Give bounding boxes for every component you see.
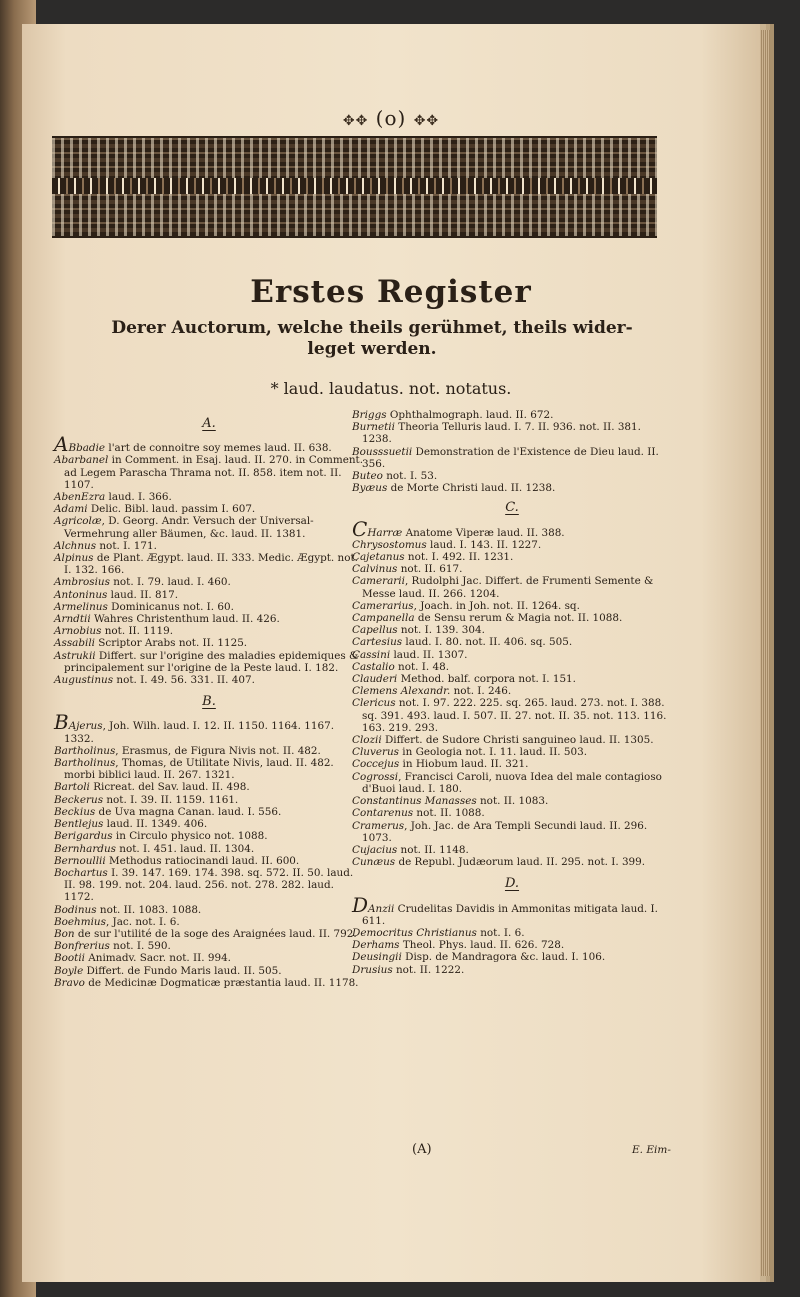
page-edges xyxy=(760,30,770,1276)
decorative-ornament-band xyxy=(52,136,657,238)
index-entry xyxy=(54,576,364,588)
author-name: Armelinus xyxy=(54,600,108,613)
author-name: Chrysostomus xyxy=(352,538,427,551)
entry-reference: not. I. 49. 56. 331. II. 407. xyxy=(113,674,255,687)
index-entry xyxy=(352,563,672,575)
author-name: Derhams xyxy=(352,939,400,952)
index-entry xyxy=(54,515,364,539)
entry-reference: , Thomas, de Utilitate Nivis, laud. II. 482. morbi biblici laud. II. 267. 1321. xyxy=(64,757,334,782)
index-entry xyxy=(54,818,364,830)
page-number: (o) xyxy=(375,106,407,130)
index-entry xyxy=(352,649,672,661)
book-page xyxy=(22,24,760,1282)
author-name: Democritus Christianus xyxy=(352,926,477,939)
entry-reference: , Erasmus, de Figura Nivis not. II. 482. xyxy=(115,744,321,757)
index-entry xyxy=(352,446,672,470)
author-name: Bon xyxy=(54,927,75,940)
entry-reference: de Medicinæ Dogmaticæ præstantia laud. II. 1178. xyxy=(84,976,359,989)
index-entry xyxy=(54,916,364,928)
section-heading-b: B. xyxy=(202,694,216,710)
entry-reference: de Uva magna Canan. laud. I. 556. xyxy=(95,805,282,818)
index-entry xyxy=(352,939,672,951)
index-entry xyxy=(54,781,364,793)
register-subtitle: Derer Auctorum, welche theils gerühmet, theils wider-leget werden. xyxy=(111,318,633,359)
author-name: Capellus xyxy=(352,624,398,637)
entry-reference: not. II. 1148. xyxy=(397,843,469,856)
index-entry xyxy=(352,807,672,819)
index-entry xyxy=(54,589,364,601)
index-entry xyxy=(352,951,672,963)
entry-reference: not. I. 590. xyxy=(109,940,171,953)
author-name: Assabili xyxy=(54,637,95,650)
entry-reference: not. I. 79. laud. I. 460. xyxy=(109,576,231,589)
index-entry xyxy=(352,575,672,599)
author-name: Agricolæ xyxy=(54,515,102,528)
entry-reference: Animadv. Sacr. not. II. 994. xyxy=(84,952,231,965)
author-name: Alchnus xyxy=(54,539,97,552)
index-entry xyxy=(352,551,672,563)
index-entry xyxy=(352,612,672,624)
index-entry xyxy=(54,491,364,503)
author-name: Burnetii xyxy=(352,421,395,434)
entry-reference: Ricreat. del Sav. laud. II. 498. xyxy=(89,781,250,794)
index-entry xyxy=(352,661,672,673)
author-name: Beckius xyxy=(54,805,96,818)
index-entry xyxy=(54,855,364,867)
entry-reference: Scriptor Arabs not. II. 1125. xyxy=(94,637,248,650)
author-name: Arnobius xyxy=(54,625,102,638)
entry-reference: de Plant. Ægypt. laud. II. 333. Medic. Ægypt. not. I. 132. 166. xyxy=(64,552,358,577)
index-entry xyxy=(54,625,364,637)
entry-reference: Wahres Christenthum laud. II. 426. xyxy=(90,613,280,626)
author-name: BAjerus xyxy=(54,710,103,735)
author-name: Byæus xyxy=(352,482,388,495)
author-name: Arndtii xyxy=(54,613,91,626)
entry-reference: de sur l'utilité de la soge des Araignées laud. II. 792. xyxy=(74,927,357,940)
entry-reference: , D. Georg. Andr. Versuch der Universal-Vermehrung aller Bäumen, &c. laud. II. 1381. xyxy=(64,515,314,540)
index-entry xyxy=(352,624,672,636)
index-entry xyxy=(54,904,364,916)
index-entry xyxy=(54,432,364,457)
index-entry xyxy=(352,892,672,927)
index-entry xyxy=(352,409,672,421)
section-b-entries xyxy=(54,710,364,989)
author-name: Bootii xyxy=(54,952,85,965)
author-name: Clericus xyxy=(352,697,396,710)
entry-reference: Differt. de Sudore Christi sanguineo laud. II. 1305. xyxy=(381,734,654,747)
entry-reference: not. I. 171. xyxy=(96,539,157,552)
author-name: Constantinus Manasses xyxy=(352,795,477,808)
index-entry xyxy=(54,601,364,613)
author-name: Astrukii xyxy=(54,649,96,662)
entry-reference: Demonstration de l'Existence de Dieu laud. II. 356. xyxy=(362,445,659,470)
author-name: Boehmius xyxy=(54,915,106,928)
author-name: Bodinus xyxy=(54,903,97,916)
page-header xyxy=(22,106,760,130)
author-name: Clozii xyxy=(352,734,382,747)
entry-reference: laud. I. 366. xyxy=(105,491,172,504)
entry-reference: , Rudolphi Jac. Differt. de Frumenti Semente & Messe laud. II. 266. 1204. xyxy=(362,575,654,600)
author-name: Bartholinus xyxy=(54,744,116,757)
section-heading-c: C. xyxy=(505,500,519,516)
entry-reference: laud. I. 143. II. 1227. xyxy=(426,538,542,551)
entry-reference: Delic. Bibl. laud. passim I. 607. xyxy=(87,503,256,516)
entry-reference: , Joach. in Joh. not. II. 1264. sq. xyxy=(413,599,580,612)
author-name: Berigardus xyxy=(54,830,113,843)
author-name: Abarbanel xyxy=(54,454,109,467)
section-heading-a: A. xyxy=(202,416,216,431)
author-name: Contarenus xyxy=(352,807,414,820)
index-entry xyxy=(54,928,364,940)
section-b-continued-entries xyxy=(352,409,672,494)
index-entry xyxy=(352,516,672,541)
index-entry xyxy=(54,552,364,576)
entry-reference: in Hiobum laud. II. 321. xyxy=(399,758,529,771)
entry-reference: , Joh. Jac. de Ara Templi Secundi laud. II. 296. 1073. xyxy=(362,819,648,844)
author-name: Bousssuetii xyxy=(352,445,413,458)
index-entry xyxy=(352,964,672,976)
author-name: Ambrosius xyxy=(54,576,110,589)
author-name: Boyle xyxy=(54,964,84,977)
author-name: Bravo xyxy=(54,976,85,989)
author-name: DAnzii xyxy=(352,892,395,917)
author-name: Cartesius xyxy=(352,636,403,649)
signature-mark: (A) xyxy=(412,1142,432,1157)
entry-reference: , Francisci Caroli, nuova Idea del male contagioso d'Buoi laud. I. 180. xyxy=(362,770,662,795)
index-entry xyxy=(352,673,672,685)
entry-reference: Disp. de Mandragora &c. laud. I. 106. xyxy=(401,951,606,964)
author-name: Bochartus xyxy=(54,866,108,879)
author-name: ABbadie xyxy=(54,432,106,457)
author-name: Cluverus xyxy=(352,746,399,759)
author-name: Drusius xyxy=(352,963,393,976)
index-entry xyxy=(54,965,364,977)
entry-reference: laud. II. 1307. xyxy=(390,648,468,661)
section-a-entries xyxy=(54,432,364,687)
entry-reference: not. I. 97. 222. 225. sq. 265. laud. 273. not. I. 388. sq. 391. 493. laud. I. 507. II. 27. not. II. 35. not. 113. 116. 163. 219. 293. xyxy=(362,697,667,734)
entry-reference: not. I. 39. II. 1159. 1161. xyxy=(103,793,239,806)
right-ornament: ✥✥ xyxy=(413,113,440,129)
entry-reference: Differt. sur l'origine des maladies epidemiques & principalement sur l'origine de la Peste laud. I. 182. xyxy=(64,649,359,674)
index-entry xyxy=(54,650,364,674)
entry-reference: Crudelitas Davidis in Ammonitas mitigata laud. I. 611. xyxy=(362,902,658,927)
author-name: Clauderi xyxy=(352,673,398,686)
author-name: Antoninus xyxy=(54,588,108,601)
entry-reference: laud. I. 80. not. II. 406. sq. 505. xyxy=(402,636,573,649)
entry-reference: not. II. 1083. xyxy=(476,795,549,808)
author-name: Augustinus xyxy=(54,674,114,687)
index-entry xyxy=(54,843,364,855)
entry-reference: de Sensu rerum & Magia not. II. 1088. xyxy=(414,612,623,625)
entry-reference: Theoria Telluris laud. I. 7. II. 936. not. II. 381. 1238. xyxy=(362,421,641,446)
author-name: Bentlejus xyxy=(54,818,104,831)
ornament-band-inner xyxy=(52,178,657,194)
index-entry xyxy=(352,927,672,939)
entry-reference: , Jac. not. I. 6. xyxy=(105,915,180,928)
index-entry xyxy=(54,540,364,552)
author-name: Cogrossi xyxy=(352,770,399,783)
author-name: Calvinus xyxy=(352,563,398,576)
entry-reference: not. II. 1083. 1088. xyxy=(96,903,202,916)
index-entry xyxy=(352,539,672,551)
index-entry xyxy=(54,710,364,745)
author-name: Adami xyxy=(54,503,88,516)
register-title: Erstes Register xyxy=(250,274,532,310)
entry-reference: not. II. 1222. xyxy=(392,963,465,976)
entry-reference: l'art de connoitre soy memes laud. II. 638. xyxy=(105,442,332,455)
entry-reference: not. I. 6. xyxy=(476,926,525,939)
entry-reference: laud. II. 817. xyxy=(107,588,179,601)
index-entry xyxy=(352,600,672,612)
section-c-entries xyxy=(352,516,672,869)
index-entry xyxy=(54,757,364,781)
index-entry xyxy=(54,745,364,757)
author-name: Bartholinus xyxy=(54,757,116,770)
index-entry xyxy=(352,758,672,770)
author-name: Buteo xyxy=(352,470,383,483)
entry-reference: in Geologia not. I. 11. laud. II. 503. xyxy=(398,746,588,759)
entry-reference: Method. balf. corpora not. I. 151. xyxy=(397,673,576,686)
entry-reference: not. I. 492. II. 1231. xyxy=(404,551,514,564)
entry-reference: not. I. 139. 304. xyxy=(397,624,485,637)
index-entry xyxy=(352,421,672,445)
index-entry xyxy=(54,806,364,818)
entry-reference: in Circulo physico not. 1088. xyxy=(112,830,268,843)
index-entry xyxy=(352,856,672,868)
author-name: Castalio xyxy=(352,660,395,673)
right-column xyxy=(352,409,672,976)
section-d-entries xyxy=(352,892,672,976)
entry-reference: Ophthalmograph. laud. II. 672. xyxy=(386,409,554,421)
author-name: Cujacius xyxy=(352,843,398,856)
author-name: Deusingii xyxy=(352,951,402,964)
index-entry xyxy=(352,636,672,648)
author-name: Cramerus xyxy=(352,819,405,832)
index-entry xyxy=(352,482,672,494)
author-name: Camerarii xyxy=(352,575,405,588)
author-name: Cajetanus xyxy=(352,551,405,564)
index-entry xyxy=(54,454,364,491)
left-ornament: ✥✥ xyxy=(342,113,369,129)
index-entry xyxy=(54,613,364,625)
author-name: Bernoullii xyxy=(54,854,106,867)
index-entry xyxy=(352,685,672,697)
author-name: Clemens Alexandr. xyxy=(352,685,451,698)
index-entry xyxy=(352,470,672,482)
author-name: Campanella xyxy=(352,612,415,625)
author-name: Bonfrerius xyxy=(54,940,110,953)
entry-reference: not. I. 451. laud. II. 1304. xyxy=(115,842,255,855)
index-entry xyxy=(54,794,364,806)
entry-reference: de Morte Christi laud. II. 1238. xyxy=(387,482,556,495)
author-name: Coccejus xyxy=(352,758,400,771)
entry-reference: I. 39. 147. 169. 174. 398. sq. 572. II. 50. laud. II. 98. 199. not. 204. laud. 256. not. 278. 282. laud. 1172. xyxy=(64,866,354,904)
entry-reference: Methodus ratiocinandi laud. II. 600. xyxy=(105,854,300,867)
entry-reference: not. I. 48. xyxy=(394,660,450,673)
author-name: Bernhardus xyxy=(54,842,116,855)
index-entry xyxy=(54,637,364,649)
author-name: Cassini xyxy=(352,648,391,661)
entry-reference: not. II. 617. xyxy=(397,563,463,576)
author-name: AbenEzra xyxy=(54,491,106,504)
author-name: Camerarius xyxy=(352,599,414,612)
index-entry xyxy=(54,674,364,686)
entry-reference: not. II. 1088. xyxy=(413,807,485,820)
author-name: Beckerus xyxy=(54,793,104,806)
entry-reference: Anatome Viperæ laud. II. 388. xyxy=(402,526,565,539)
index-entry xyxy=(352,820,672,844)
entry-reference: Dominicanus not. I. 60. xyxy=(107,600,234,613)
author-name: Alpinus xyxy=(54,552,94,565)
index-entry xyxy=(54,952,364,964)
index-entry xyxy=(352,795,672,807)
index-entry xyxy=(352,697,672,734)
index-entry xyxy=(54,503,364,515)
author-name: Briggs xyxy=(352,409,387,421)
index-entry xyxy=(352,771,672,795)
author-name: Cunæus xyxy=(352,856,396,869)
index-entry xyxy=(54,867,364,904)
entry-reference: not. I. 246. xyxy=(450,685,512,698)
section-heading-d: D. xyxy=(504,876,520,892)
index-entry xyxy=(54,940,364,952)
author-name: CHarræ xyxy=(352,516,403,541)
abbreviation-legend: * laud. laudatus. not. notatus. xyxy=(270,379,512,398)
entry-reference: Differt. de Fundo Maris laud. II. 505. xyxy=(83,964,282,977)
entry-reference: , Joh. Wilh. laud. I. 12. II. 1150. 1164. 1167. 1332. xyxy=(64,720,335,745)
entry-reference: in Comment. in Esaj. laud. II. 270. in Comment. ad Legem Parascha Thrama not. II. 858. item not. II. 1107. xyxy=(64,454,364,491)
catchword: E. Eim- xyxy=(632,1144,671,1156)
index-entry xyxy=(54,830,364,842)
index-entry xyxy=(352,844,672,856)
left-column xyxy=(54,414,364,989)
index-entry xyxy=(54,977,364,989)
index-entry xyxy=(352,734,672,746)
entry-reference: Theol. Phys. laud. II. 626. 728. xyxy=(399,939,565,952)
entry-reference: not. II. 1119. xyxy=(101,625,174,638)
entry-reference: de Republ. Judæorum laud. II. 295. not. I. 399. xyxy=(395,856,646,869)
author-name: Bartoli xyxy=(54,781,90,794)
entry-reference: not. I. 53. xyxy=(382,470,438,483)
entry-reference: laud. II. 1349. 406. xyxy=(103,818,208,831)
index-entry xyxy=(352,746,672,758)
